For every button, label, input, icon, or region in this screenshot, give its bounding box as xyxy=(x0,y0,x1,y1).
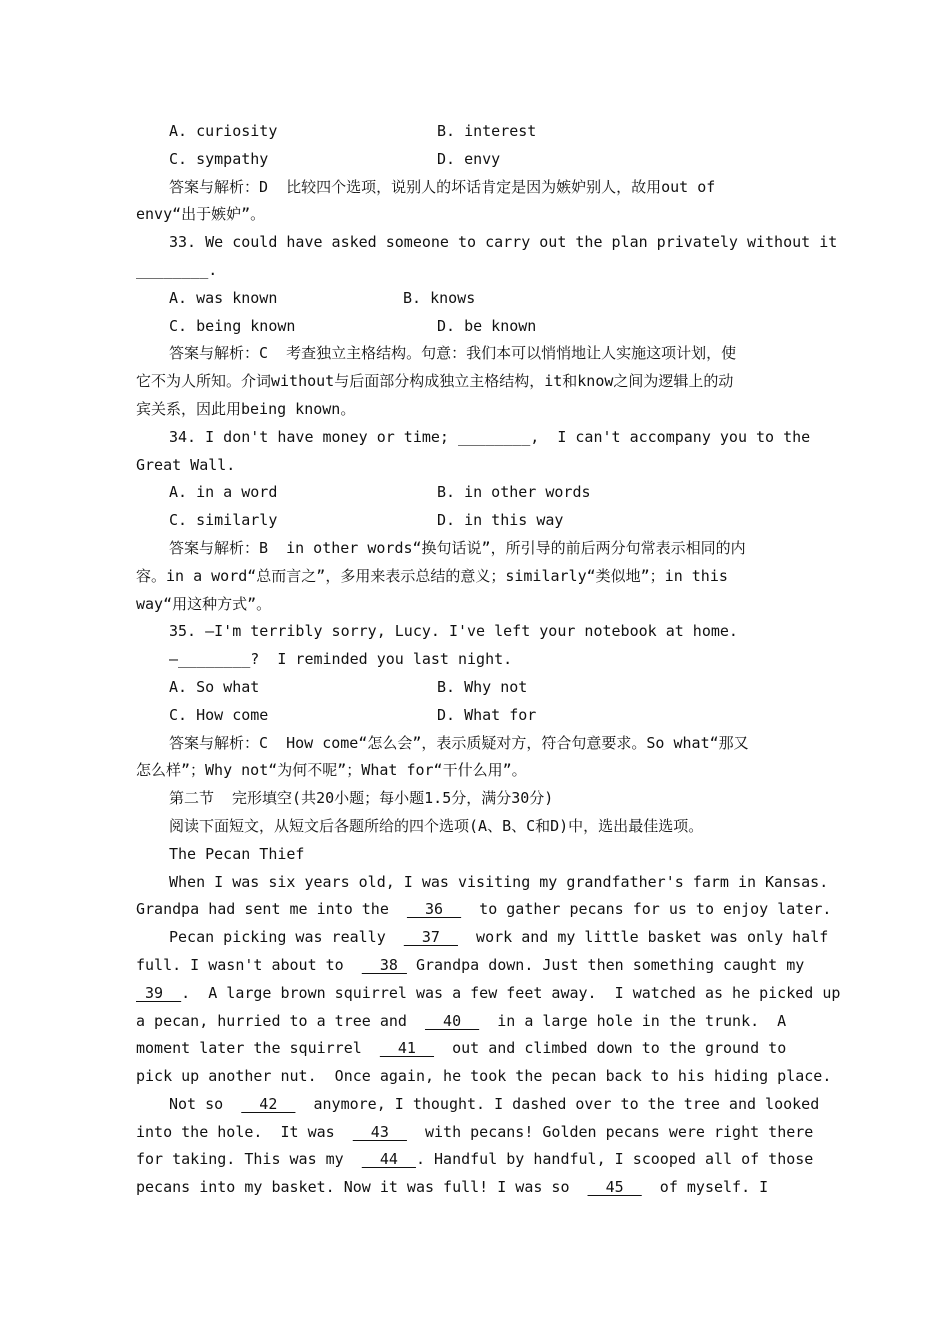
passage-line xyxy=(136,1119,816,1147)
text-segment: . A large brown squirrel was a few feet away. I watched as he picked up xyxy=(181,983,841,1002)
text-segment: full. I wasn't about to xyxy=(136,955,362,974)
text-line: 34. I don't have money or time; ________, I can't accompany you to the xyxy=(169,427,811,446)
text-line: ________. xyxy=(136,260,218,279)
option-b: D. in this way xyxy=(437,511,564,530)
text-line: 答案与解析：B in other words“换句话说”，所引导的前后两分句常表示相同的内 xyxy=(169,538,746,557)
text-line: 第二节 完形填空(共20小题；每小题1.5分，满分30分) xyxy=(169,789,554,808)
blank-number: 44 xyxy=(361,1150,416,1169)
option-row xyxy=(136,313,816,341)
blank-number: 37 xyxy=(403,928,458,947)
option-a: A. in a word xyxy=(169,483,278,502)
option-row xyxy=(136,118,816,146)
text-segment: work and my little basket was only half xyxy=(458,928,829,947)
text-segment: into the hole. It was xyxy=(136,1122,353,1141)
blank-number: 36 xyxy=(406,900,462,919)
option-a: C. similarly xyxy=(169,511,278,530)
passage-line xyxy=(136,1146,816,1174)
blank-number: 43 xyxy=(352,1122,407,1141)
option-row xyxy=(136,674,816,702)
blank-number: 38 xyxy=(361,955,407,974)
option-b: B. interest xyxy=(437,122,537,140)
option-b: B. knows xyxy=(403,288,476,307)
text-line: pick up another nut. Once again, he took the pecan back to his hiding place. xyxy=(136,1067,832,1086)
passage-line xyxy=(136,952,816,980)
passage-line xyxy=(136,924,829,952)
option-row xyxy=(136,146,816,174)
text-line: The Pecan Thief xyxy=(169,844,305,863)
text-segment: Not so xyxy=(169,1094,242,1113)
blank-number: 42 xyxy=(241,1094,296,1113)
text-segment: with pecans! Golden pecans were right there xyxy=(406,1122,814,1141)
text-segment: Grandpa had sent me into the xyxy=(136,900,407,919)
option-a: C. How come xyxy=(169,705,269,724)
text-segment: of myself. I xyxy=(641,1178,769,1197)
text-line: 宾关系，因此用being known。 xyxy=(136,399,356,418)
option-b: B. in other words xyxy=(437,483,591,502)
blank-number: 39 xyxy=(136,983,182,1002)
text-line: 答案与解析：C How come“怎么会”，表示质疑对方，符合句意要求。So what“那又 xyxy=(169,733,749,752)
option-a: C. being known xyxy=(169,316,296,335)
option-a: A. was known xyxy=(169,288,278,307)
text-segment: in a large hole in the trunk. A xyxy=(479,1011,787,1030)
option-b: B. Why not xyxy=(437,677,528,696)
text-line: —________? I reminded you last night. xyxy=(169,650,513,669)
document-page xyxy=(136,118,841,1202)
option-row xyxy=(136,285,816,313)
text-line: 怎么样”；Why not“为何不呢”；What for“干什么用”。 xyxy=(136,761,527,780)
text-line: When I was six years old, I was visiting my grandfather's farm in Kansas. xyxy=(169,872,829,891)
text-line: 容。in a word“总而言之”，多用来表示总结的意义；similarly“类似地”；in this xyxy=(136,566,728,585)
passage-line xyxy=(136,1091,820,1119)
option-b: D. envy xyxy=(437,149,501,168)
passage-line xyxy=(136,1008,816,1036)
text-segment: . Handful by handful, I scooped all of those xyxy=(415,1150,814,1169)
text-line: 答案与解析：D 比较四个选项，说别人的坏话肯定是因为嫉妒别人，故用out of xyxy=(169,177,716,196)
text-line: 35. —I'm terribly sorry, Lucy. I've left your notebook at home. xyxy=(169,622,738,641)
text-segment: pecans into my basket. Now it was full! I was so xyxy=(136,1178,588,1197)
option-a: A. curiosity xyxy=(169,122,278,140)
blank-number: 45 xyxy=(587,1178,642,1197)
text-line: 答案与解析：C 考查独立主格结构。句意：我们本可以悄悄地让人实施这项计划，使 xyxy=(169,344,737,363)
option-row xyxy=(136,702,816,730)
text-line: 阅读下面短文，从短文后各题所给的四个选项(A、B、C和D)中，选出最佳选项。 xyxy=(169,816,704,835)
text-line: way“用这种方式”。 xyxy=(136,594,272,613)
blank-number: 40 xyxy=(424,1011,480,1030)
text-segment: anymore, I thought. I dashed over to the tree and looked xyxy=(295,1094,820,1113)
passage-line xyxy=(136,1035,816,1063)
passage-line xyxy=(136,896,832,924)
blank-number: 41 xyxy=(379,1039,435,1058)
option-b: D. What for xyxy=(437,705,537,724)
passage-line xyxy=(136,1174,816,1202)
text-line: Great Wall. xyxy=(136,455,236,474)
passage-line xyxy=(136,980,841,1008)
text-line: envy“出于嫉妒”。 xyxy=(136,205,266,224)
text-segment: Pecan picking was really xyxy=(169,928,404,947)
text-segment: Grandpa down. Just then something caught my xyxy=(406,955,805,974)
text-line: 它不为人所知。介词without与后面部分构成独立主格结构，it和know之间为逻辑上的动 xyxy=(136,372,734,391)
text-segment: for taking. This was my xyxy=(136,1150,362,1169)
option-a: C. sympathy xyxy=(169,149,269,168)
text-segment: to gather pecans for us to enjoy later. xyxy=(461,900,832,919)
text-line: 33. We could have asked someone to carry out the plan privately without it xyxy=(169,233,838,252)
text-segment: moment later the squirrel xyxy=(136,1039,380,1058)
option-a: A. So what xyxy=(169,677,260,696)
text-segment: a pecan, hurried to a tree and xyxy=(136,1011,425,1030)
option-row xyxy=(136,507,816,535)
option-row xyxy=(136,479,816,507)
text-segment: out and climbed down to the ground to xyxy=(434,1039,787,1058)
option-b: D. be known xyxy=(437,316,537,335)
